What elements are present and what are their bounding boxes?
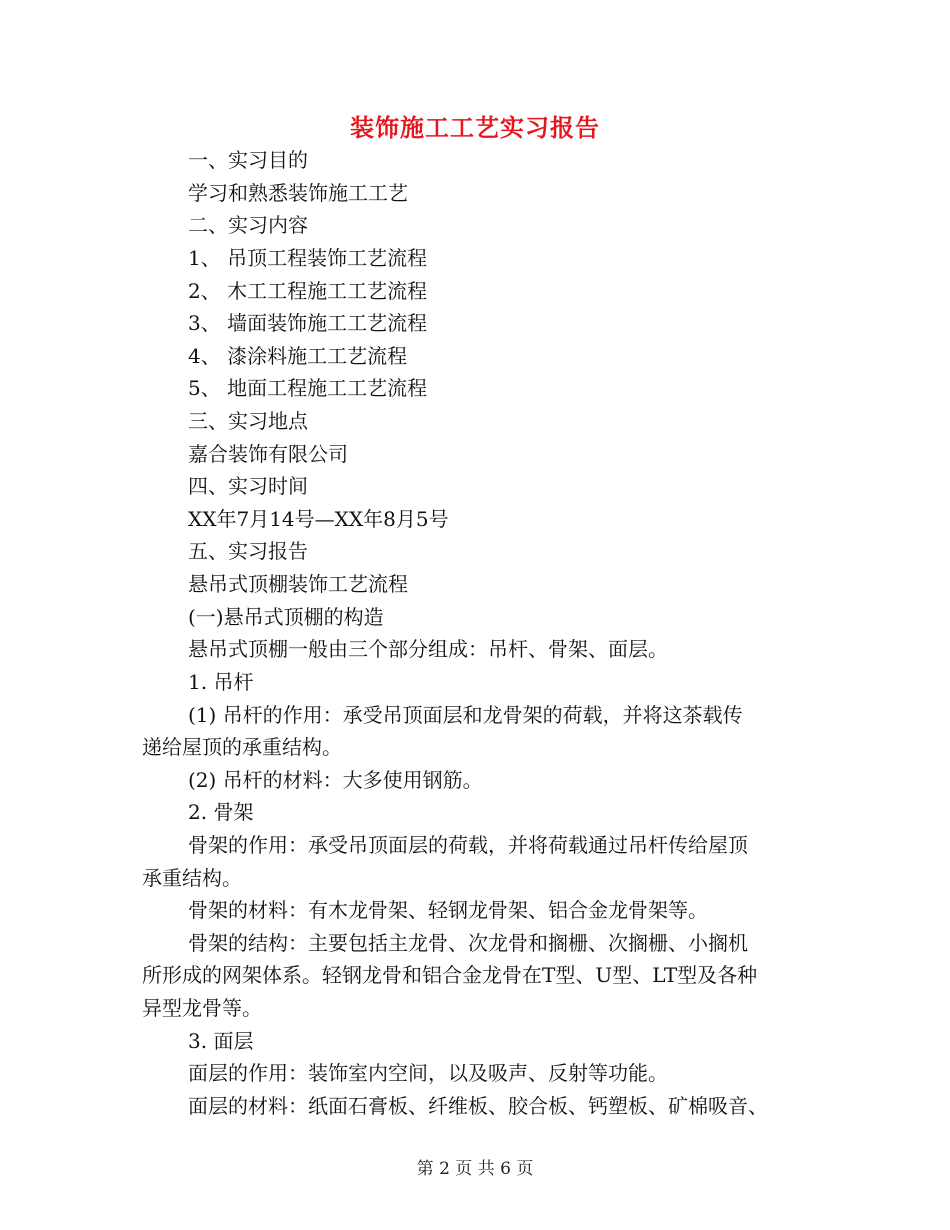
paragraph-line: (1) 吊杆的作用：承受吊顶面层和龙骨架的荷载，并将这茶载传	[188, 703, 743, 727]
subsection-heading: 2. 骨架	[188, 800, 254, 824]
paragraph-line: 学习和熟悉装饰施工工艺	[188, 181, 408, 205]
list-item: 5、 地面工程施工工艺流程	[188, 376, 428, 400]
paragraph-line: 递给屋顶的承重结构。	[142, 735, 342, 759]
paragraph-line: 异型龙骨等。	[142, 996, 262, 1020]
section-heading: 二、实习内容	[188, 213, 308, 237]
paragraph-line: 面层的材料：纸面石膏板、纤维板、胶合板、钙塑板、矿棉吸音、	[188, 1094, 768, 1118]
section-heading: 五、实习报告	[188, 539, 308, 563]
paragraph-line: XX年7月14号—XX年8月5号	[188, 507, 449, 531]
paragraph-line: 承重结构。	[142, 866, 242, 890]
paragraph-line: 嘉合装饰有限公司	[188, 442, 348, 466]
paragraph-line: 所形成的网架体系。轻钢龙骨和铝合金龙骨在T型、U型、LT型及各种	[142, 963, 758, 987]
document-title: 装饰施工工艺实习报告	[350, 114, 600, 142]
list-item: 1、 吊顶工程装饰工艺流程	[188, 246, 428, 270]
paragraph-line: 骨架的结构：主要包括主龙骨、次龙骨和搁栅、次搁栅、小搁机	[188, 931, 748, 955]
subsection-heading: 3. 面层	[188, 1029, 254, 1053]
list-item: 2、 木工工程施工工艺流程	[188, 279, 428, 303]
list-item: 4、 漆涂料施工工艺流程	[188, 344, 408, 368]
paragraph-line: 面层的作用：装饰室内空间，以及吸声、反射等功能。	[188, 1061, 668, 1085]
paragraph-line: 悬吊式顶棚一般由三个部分组成：吊杆、骨架、面层。	[188, 637, 668, 661]
paragraph-line: 骨架的作用：承受吊顶面层的荷载，并将荷载通过吊杆传给屋顶	[188, 833, 748, 857]
page-number-footer: 第 2 页 共 6 页	[416, 1159, 534, 1179]
section-heading: 四、实习时间	[188, 474, 308, 498]
subsection-heading: 1. 吊杆	[188, 670, 254, 694]
paragraph-line: 悬吊式顶棚装饰工艺流程	[188, 572, 408, 596]
section-heading: 三、实习地点	[188, 409, 308, 433]
subsection-heading: (一)悬吊式顶棚的构造	[188, 605, 384, 629]
section-heading: 一、实习目的	[188, 148, 308, 172]
paragraph-line: (2) 吊杆的材料：大多使用钢筋。	[188, 768, 483, 792]
paragraph-line: 骨架的材料：有木龙骨架、轻钢龙骨架、铝合金龙骨架等。	[188, 898, 708, 922]
list-item: 3、 墙面装饰施工工艺流程	[188, 311, 428, 335]
